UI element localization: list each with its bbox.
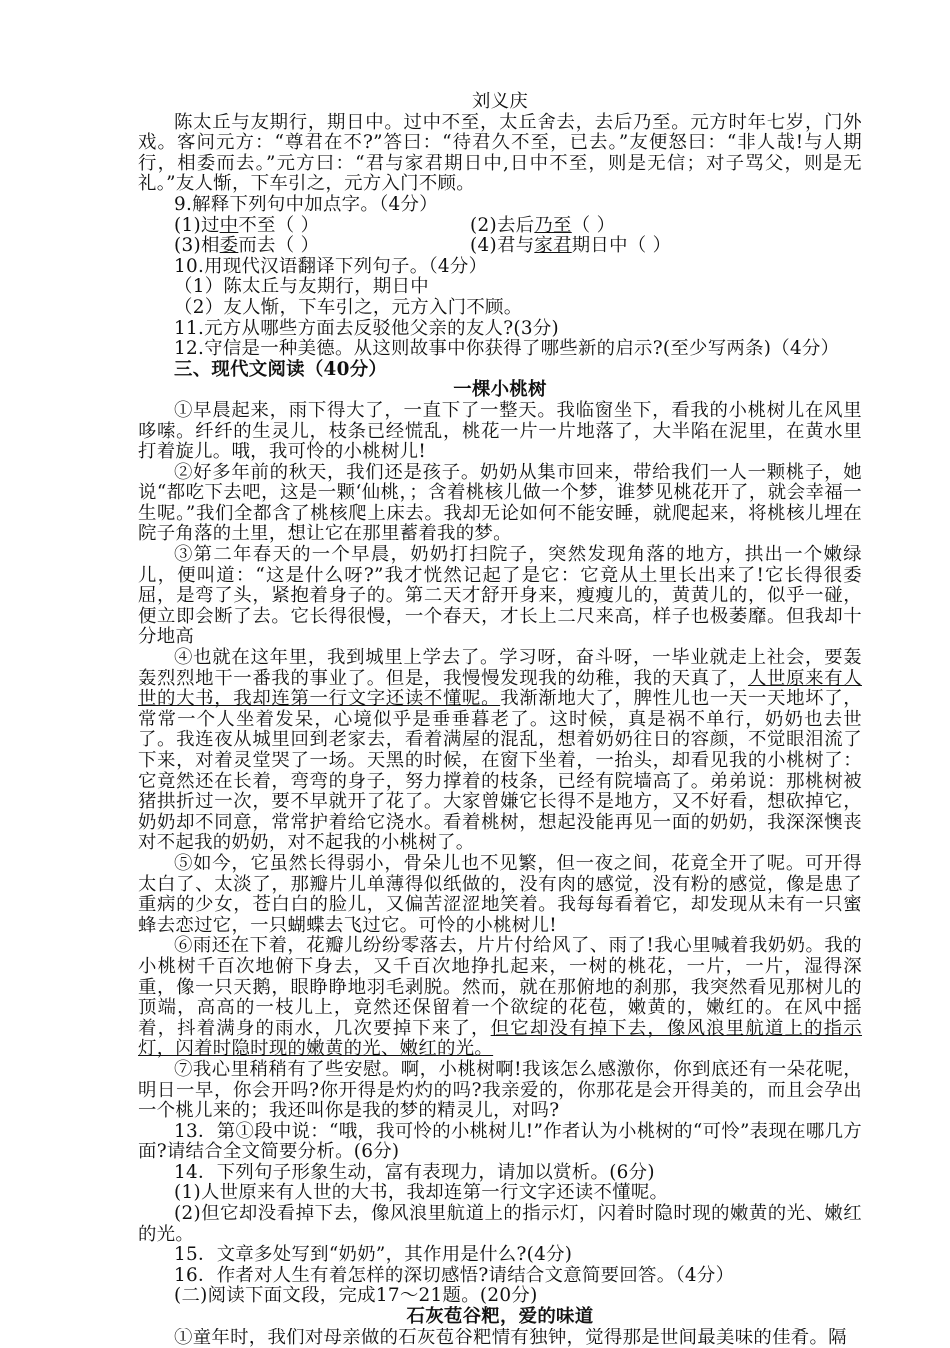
q14-item-2: (2)但它却没看掉下去，像风浪里航道上的指示灯，闪着时隐时现的嫩黄的光、嫩红的光。: [138, 1203, 862, 1245]
question-9: 9.解释下列句中加点字。（4分）: [174, 193, 438, 215]
article-1-paragraph-7: ⑦我心里稍稍有了些安慰。啊，小桃树啊!我该怎么感激你，你到底还有一朵花呢，明日一早，你会开吗?你开得是灼灼的吗?我亲爱的，你那花是会开得美的，而且会孕出一个桃儿来的；我还叫你是我的梦的精灵儿，对吗?: [138, 1058, 862, 1122]
article-2-paragraph-1: ①童年时，我们对母亲做的石灰苞谷粑情有独钟，觉得那是世间最美味的佳肴。隔: [174, 1327, 847, 1348]
question-10: 10.用现代汉语翻译下列句子。（4分）: [174, 255, 488, 277]
article-1-paragraph-1: ①早晨起来，雨下得大了，一直下了一整天。我临窗坐下，看我的小桃树儿在风里哆嗦。纤纤的生灵儿，枝条已经慌乱，桃花一片一片地落了，大半陷在泥里，在黄水里打着旋儿。哦，我可怜的小桃树儿!: [138, 399, 862, 463]
article-1-paragraph-4: ④也就在这年里，我到城里上学去了。学习呀，奋斗呀，一毕业就走上社会，要轰轰烈烈地干一番我的事业了。但是，我慢慢发现我的幼稚，我的天真了，人世原来有人世的大书，我却连第一行文字还读不懂呢。我渐渐地大了，脾性儿也一天一天地坏了，常常一个人坐着发呆，心境似乎是垂垂暮老了。这时候，真是祸不单行，奶奶也去世了。我连夜从城里回到老家去，看着满屋的混乱，想着奶奶往日的容颜，不觉眼泪流了下来，对着灵堂哭了一场。天黑的时候，在窗下坐着，一抬头，却看见我的小桃树了：它竟然还在长着，弯弯的身子，努力撑着的枝条，已经有院墙高了。弟弟说：那桃树被猪拱折过一次，要不早就开了花了。大家曾嫌它长得不是地方，又不好看，想砍掉它，奶奶却不同意，常常护着给它浇水。看着桃树，想起没能再见一面的奶奶，我深深懊丧对不起我的奶奶，对不起我的小桃树了。: [138, 647, 862, 854]
q9-item-4: (4)君与家君期日中（ ）: [470, 235, 672, 257]
q9-item-3: (3)相委而去（ ）: [174, 235, 320, 257]
part-2-heading: (二)阅读下面文段，完成17～21题。(20分): [174, 1285, 538, 1307]
underlined-sentence-1: 人世原来有人世的大书，我却连第一行文字还读不懂呢。: [138, 667, 862, 710]
section-3-heading: 三、现代文阅读（40分）: [174, 358, 388, 380]
q14-item-1: (1)人世原来有人世的大书，我却连第一行文字还读不懂呢。: [174, 1182, 669, 1204]
article-1-paragraph-3: ③第二年春天的一个早晨，奶奶打扫院子，突然发现角落的地方，拱出一个嫩绿儿，便叫道：“这是什么呀?”我才恍然记起了是它：它竟从土里长出来了!它长得很委屈，是弯了头，紧抱着身子的。第二天才舒开身来，瘦瘦儿的，黄黄儿的，似乎一碰，便立即会断了去。它长得很慢，一个春天，才长上二尺来高，样子也极萎靡。但我却十分地高: [138, 544, 862, 648]
question-12: 12.守信是一种美德。从这则故事中你获得了哪些新的启示?(至少写两条)（4分）: [174, 338, 840, 360]
q10-item-1: （1）陈太丘与友期行，期日中: [174, 276, 429, 298]
article-1-paragraph-2: ②好多年前的秋天，我们还是孩子。奶奶从集市回来，带给我们一人一颗桃子，她说“都吃下去吧，这是一颗‘仙桃，；含着桃核儿做一个梦，谁梦见桃花开了，就会幸福一生呢。”我们全都含了桃核爬上床去。我却无论如何不能安睡，就爬起来，将桃核儿埋在院子角落的土里，想让它在那里蓄着我的梦。: [138, 461, 862, 545]
article-1-paragraph-6: ⑥雨还在下着，花瓣儿纷纷零落去，片片付给风了、雨了!我心里喊着我奶奶。我的小桃树千百次地俯下身去，又千百次地挣扎起来，一树的桃花，一片，一片，湿得深重，像一只天鹅，眼睁睁地羽毛剥脱。然而，就在那俯地的刹那，我突然看见那树儿的顶端，高高的一枝儿上，竟然还保留着一个欲绽的花苞，嫩黄的，嫩红的。在风中摇着，抖着满身的雨水，几次要掉下来了，但它却没有掉下去，像风浪里航道上的指示灯，闪着时隐时现的嫩黄的光、嫩红的光。: [138, 935, 862, 1060]
question-11: 11.元方从哪些方面去反驳他父亲的友人?(3分): [174, 317, 559, 339]
classical-passage: 陈太丘与友期行，期日中。过中不至，太丘舍去，去后乃至。元方时年七岁，门外戏。客问元方：“尊君在不?”答曰：“待君久不至，已去。”友便怒曰：“非人哉!与人期行，相委而去。”元方曰：“君与家君期日中,日中不至，则是无信；对子骂父，则是无礼。”友人惭，下车引之，元方入门不顾。: [138, 111, 862, 195]
question-15: 15．文章多处写到“奶奶”，其作用是什么?(4分): [174, 1244, 573, 1266]
document-page: [138, 92, 862, 1348]
question-13: 13．第①段中说：“哦，我可怜的小桃树儿!”作者认为小桃树的“可怜”表现在哪几方面?请结合全文简要分析。(6分): [138, 1120, 862, 1163]
q10-item-2: （2）友人惭，下车引之，元方入门不顾。: [174, 296, 523, 318]
question-14: 14．下列句子形象生动，富有表现力，请加以赏析。(6分): [174, 1161, 655, 1183]
author-name: 刘义庆: [471, 91, 529, 112]
article-1-title: 一棵小桃树: [453, 379, 547, 401]
underlined-sentence-2: 但它却没有掉下去，像风浪里航道上的指示灯，闪着时隐时现的嫩黄的光、嫩红的光。: [138, 1017, 862, 1060]
q9-row-1: [138, 216, 862, 237]
question-16: 16．作者对人生有着怎样的深切感悟?请结合文意简要回答。（4分）: [174, 1264, 735, 1286]
q9-item-2: (2)去后乃至（ ）: [470, 214, 616, 236]
q9-item-1: (1)过中不至（ ）: [174, 214, 320, 236]
article-2-title: 石灰苞谷粑，爱的味道: [406, 1306, 594, 1328]
q9-row-2: [138, 236, 862, 257]
article-1-paragraph-5: ⑤如今，它虽然长得弱小，骨朵儿也不见繁，但一夜之间，花竟全开了呢。可开得太白了、太淡了，那瓣片儿单薄得似纸做的，没有肉的感觉，没有粉的感觉，像是患了重病的少女，苍白白的脸儿，又偏苦涩涩地笑着。我每每看着它，却发现从未有一只蜜蜂去恋过它，一只蝴蝶去飞过它。可怜的小桃树儿!: [138, 852, 862, 936]
